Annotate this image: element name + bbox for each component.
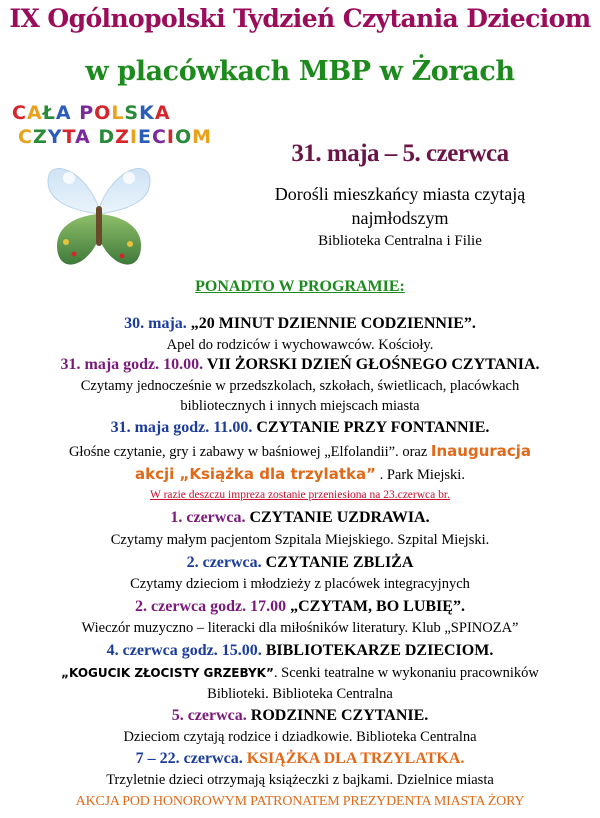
event-4-date: 1. czerwca. bbox=[170, 509, 246, 526]
event-1-title: „20 MINUT DZIENNIE CODZIENNIE”. bbox=[186, 315, 476, 332]
event-3-rain-note: W razie deszczu impreza zostanie przeniesiona na 23.czerwca br. bbox=[150, 489, 450, 501]
event-1-description: Apel do rodziców i wychowawców. Kościoły. bbox=[166, 337, 434, 353]
event-7-text1: . Scenki teatralne w wykonaniu pracowników bbox=[273, 665, 539, 681]
event-3-title: CZYTANIE PRZY FONTANNIE. bbox=[252, 419, 490, 436]
event-9-description: Trzyletnie dzieci otrzymają książeczki z bajkami. Dzielnice miasta bbox=[106, 772, 494, 788]
event-7-heading bbox=[0, 642, 600, 660]
event-3-highlight2: akcji „Książka dla trzylatka” bbox=[135, 465, 376, 483]
event-5-description: Czytamy dzieciom i młodzieży z placówek integracyjnych bbox=[130, 576, 470, 592]
event-3-description-line1 bbox=[0, 442, 600, 461]
event-6-description: Wieczór muzyczno – literacki dla miłośników literatury. Klub „SPINOZA” bbox=[81, 620, 519, 636]
event-6-date: 2. czerwca godz. 17.00 bbox=[135, 598, 287, 615]
campaign-logo bbox=[4, 98, 213, 278]
event-3-heading bbox=[0, 419, 600, 437]
intro-line1: Dorośli mieszkańcy miasta czytają bbox=[274, 184, 526, 204]
patronage-footer: AKCJA POD HONOROWYM PATRONATEM PREZYDENTA MIASTA ŻORY bbox=[75, 794, 525, 809]
event-7-description-line1 bbox=[0, 665, 600, 682]
event-5-heading bbox=[0, 554, 600, 572]
event-8-date: 5. czerwca. bbox=[171, 707, 247, 724]
event-9-heading bbox=[0, 750, 600, 768]
event-4-title: CZYTANIE UZDRAWIA. bbox=[245, 509, 430, 526]
intro-location: Biblioteka Centralna i Filie bbox=[318, 233, 482, 249]
logo-text-line2: CZYTA DZIECIOM bbox=[18, 126, 213, 148]
event-8-title: RODZINNE CZYTANIE. bbox=[246, 707, 429, 724]
event-2-date: 31. maja godz. 10.00. bbox=[60, 356, 204, 373]
event-9-date: 7 – 22. czerwca. bbox=[135, 750, 243, 767]
event-3-description-line2 bbox=[0, 465, 600, 484]
poster-subtitle: w placówkach MBP w Żorach bbox=[85, 56, 515, 87]
event-3-text1: Głośne czytanie, gry i zabawy w baśniowej „Elfolandii”. oraz bbox=[68, 444, 431, 460]
event-7-description-line2: Biblioteki. Biblioteka Centralna bbox=[207, 686, 393, 702]
intro-line2: najmłodszym bbox=[351, 208, 449, 228]
event-3-text2: . Park Miejski. bbox=[375, 467, 465, 483]
event-7-title: BIBLIOTEKARZE DZIECIOM. bbox=[261, 642, 494, 659]
event-7-play-title: „KOGUCIK ZŁOCISTY GRZEBYK” bbox=[61, 666, 274, 680]
program-header: PONADTO W PROGRAMIE: bbox=[195, 278, 405, 295]
event-3-highlight1: Inauguracja bbox=[430, 442, 532, 460]
logo-text-line1: CAŁA POLSKA bbox=[12, 102, 171, 124]
event-5-date: 2. czerwca. bbox=[186, 554, 262, 571]
poster-title: IX Ogólnopolski Tydzień Czytania Dzieciom bbox=[9, 4, 591, 33]
event-3-date: 31. maja godz. 11.00. bbox=[110, 419, 253, 436]
event-5-title: CZYTANIE ZBLIŻA bbox=[261, 554, 414, 571]
event-1-date: 30. maja. bbox=[124, 315, 187, 332]
event-4-description: Czytamy małym pacjentom Szpitala Miejskiego. Szpital Miejski. bbox=[110, 532, 490, 548]
event-2-title: VII ŻORSKI DZIEŃ GŁOŚNEGO CZYTANIA. bbox=[203, 356, 540, 373]
event-2-description-line1: Czytamy jednocześnie w przedszkolach, szkołach, świetlicach, placówkach bbox=[80, 378, 520, 394]
event-1-heading bbox=[0, 315, 600, 333]
butterfly-icon bbox=[44, 158, 154, 276]
event-8-description: Dzieciom czytają rodzice i dziadkowie. Biblioteka Centralna bbox=[123, 729, 477, 745]
event-6-title: „CZYTAM, BO LUBIĘ”. bbox=[286, 598, 465, 615]
event-4-heading bbox=[0, 509, 600, 527]
event-2-description-line2: bibliotecznych i innych miejscach miasta bbox=[180, 398, 420, 414]
event-dates: 31. maja – 5. czerwca bbox=[291, 140, 509, 167]
event-7-date: 4. czerwca godz. 15.00. bbox=[106, 642, 262, 659]
event-2-heading bbox=[0, 356, 600, 374]
event-6-heading bbox=[0, 598, 600, 616]
event-9-title: KSIĄŻKA DLA TRZYLATKA. bbox=[242, 750, 465, 767]
event-8-heading bbox=[0, 707, 600, 725]
